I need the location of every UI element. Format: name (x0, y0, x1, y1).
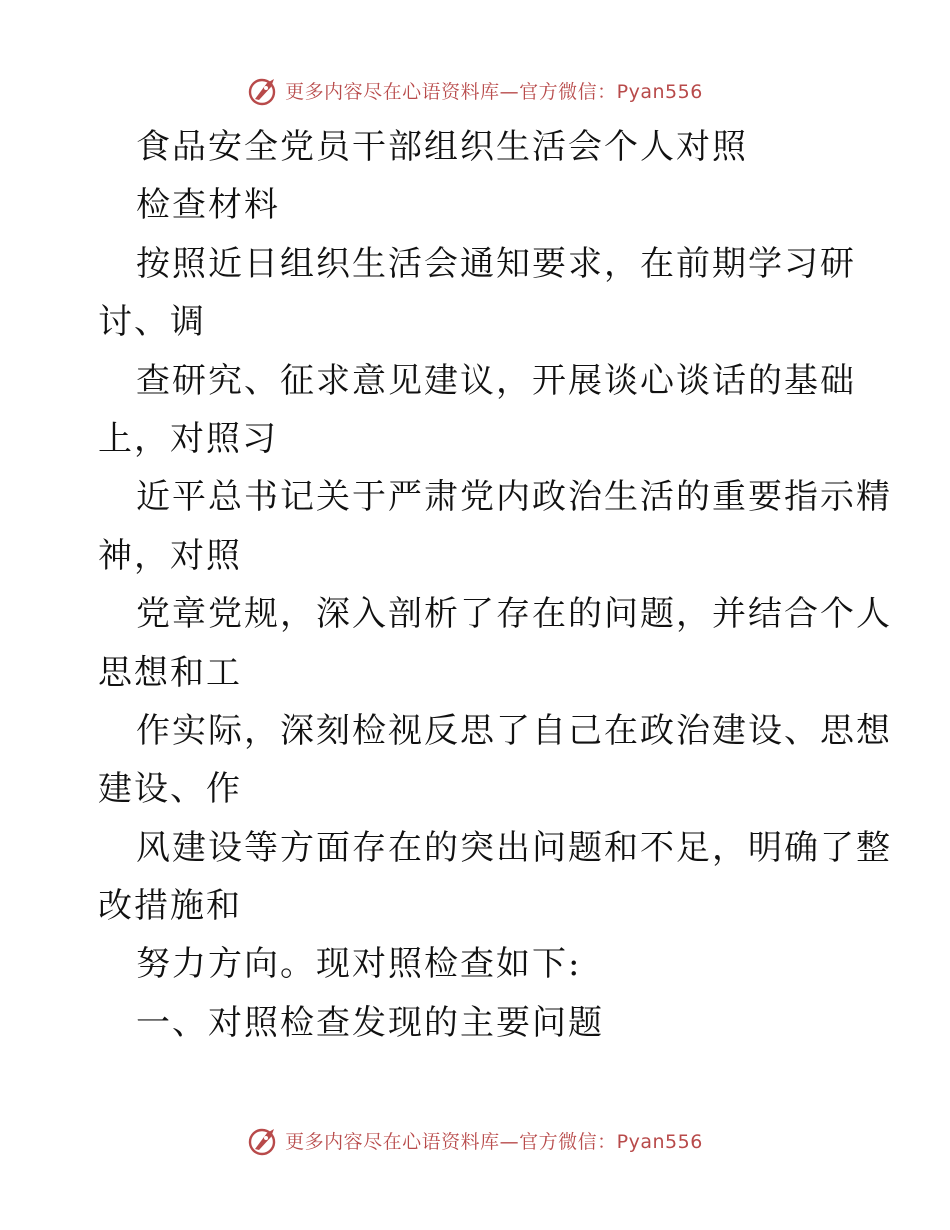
section-heading: 一、对照检查发现的主要问题 (136, 1002, 604, 1043)
paragraph-line: 建设、作 (98, 769, 242, 810)
pen-nib-circle-icon (247, 73, 281, 107)
paragraph-line: 努力方向。现对照检查如下: (136, 944, 582, 985)
paragraph-line: 神，对照 (98, 535, 242, 576)
document-title-line-2: 检查材料 (136, 185, 280, 226)
paragraph-line: 思想和工 (98, 652, 242, 693)
paragraph-line: 风建设等方面存在的突出问题和不足，明确了整 (136, 827, 892, 868)
footer-watermark (0, 1120, 950, 1160)
pen-nib-circle-icon (247, 1123, 281, 1157)
header-watermark (0, 70, 950, 110)
paragraph-line: 作实际，深刻检视反思了自己在政治建设、思想 (136, 710, 892, 751)
paragraph-line: 上，对照习 (98, 418, 278, 459)
document-body (98, 118, 892, 1052)
paragraph-line: 党章党规，深入剖析了存在的问题，并结合个人 (136, 594, 892, 635)
paragraph-line: 查研究、征求意见建议，开展谈心谈话的基础 (136, 360, 856, 401)
document-title-line-1: 食品安全党员干部组织生活会个人对照 (136, 127, 748, 167)
watermark-text: 更多内容尽在心语资料库—官方微信：Pyan556 (285, 80, 703, 103)
paragraph-line: 改措施和 (98, 886, 242, 927)
paragraph-line: 讨、调 (98, 302, 206, 343)
watermark-text: 更多内容尽在心语资料库—官方微信：Pyan556 (285, 1130, 703, 1153)
paragraph-line: 近平总书记关于严肃党内政治生活的重要指示精 (136, 477, 892, 518)
paragraph-line: 按照近日组织生活会通知要求，在前期学习研 (136, 243, 856, 284)
